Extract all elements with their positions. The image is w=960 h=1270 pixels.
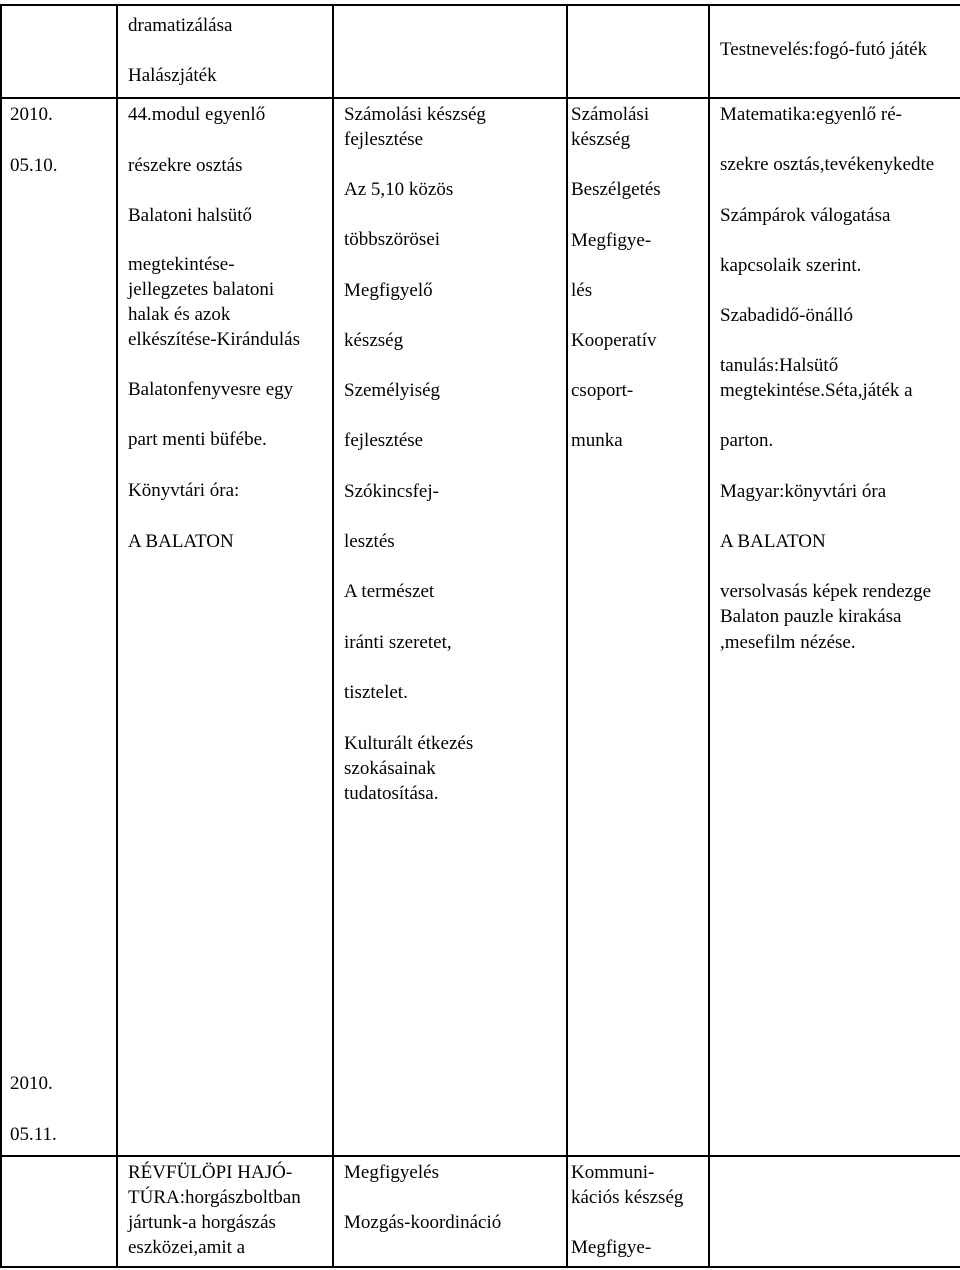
table-vertical-rule xyxy=(116,4,118,1266)
integration-cell-line: A BALATON xyxy=(720,531,826,552)
integration-cell-line: Magyar:könyvtári óra xyxy=(720,481,887,502)
date-cell-line: 2010. xyxy=(10,104,53,125)
skills-cell-line: készség xyxy=(344,330,404,351)
skills-cell-line: Személyiség xyxy=(344,380,441,401)
integration-cell-line: parton. xyxy=(720,430,774,451)
activity-cell-line: halak és azok xyxy=(128,304,231,325)
skills-cell-line: fejlesztése xyxy=(344,430,424,451)
table-horizontal-rule xyxy=(0,4,960,6)
activity-cell-line: RÉVFÜLÖPI HAJÓ- xyxy=(128,1162,293,1183)
date-cell-line: 05.10. xyxy=(10,155,58,176)
integration-cell-line: megtekintése.Séta,játék a xyxy=(720,380,913,401)
methods-cell-line: munka xyxy=(571,430,623,451)
skills-cell-line: Az 5,10 közös xyxy=(344,179,454,200)
skills-cell-line: Számolási készség xyxy=(344,104,486,125)
skills-cell-line: Szókincsfej- xyxy=(344,481,439,502)
skills-cell-line: Megfigyelő xyxy=(344,280,433,301)
table-vertical-rule xyxy=(332,4,334,1266)
table-horizontal-rule xyxy=(0,1155,960,1157)
activity-cell-line: Könyvtári óra: xyxy=(128,480,240,501)
integration-cell-line: Balaton pauzle kirakása xyxy=(720,606,902,627)
activity-cell-line: Balatonfenyvesre egy xyxy=(128,379,294,400)
methods-cell-line: készség xyxy=(571,129,631,150)
activity-cell-line: A BALATON xyxy=(128,531,234,552)
activity-cell-line: 44.modul egyenlő xyxy=(128,104,266,125)
activity-cell-line: jártunk-a horgászás xyxy=(128,1212,276,1233)
skills-cell-line: tisztelet. xyxy=(344,682,408,703)
skills-cell-line: tudatosítása. xyxy=(344,783,439,804)
integration-cell-line: kapcsolaik szerint. xyxy=(720,255,862,276)
activity-cell-line: Balatoni halsütő xyxy=(128,205,253,226)
date-cell-line: 05.11. xyxy=(10,1124,57,1145)
integration-cell-line: szekre osztás,tevékenykedte xyxy=(720,154,935,175)
integration-cell-line: Számpárok válogatása xyxy=(720,205,891,226)
methods-cell-line: Megfigye- xyxy=(571,230,652,251)
integration-cell-line: tanulás:Halsütő xyxy=(720,355,839,376)
skills-cell-line: többszörösei xyxy=(344,229,441,250)
skills-cell-line: Megfigyelés xyxy=(344,1162,439,1183)
activity-cell-line: eszközei,amit a xyxy=(128,1237,246,1258)
activity-cell-line: jellegzetes balatoni xyxy=(128,279,275,300)
skills-cell-line: Mozgás-koordináció xyxy=(344,1212,502,1233)
date-cell-line: 2010. xyxy=(10,1073,53,1094)
methods-cell-line: Kommuni- xyxy=(571,1162,655,1183)
skills-cell-line: Kulturált étkezés xyxy=(344,733,474,754)
methods-cell-line: Számolási xyxy=(571,104,650,125)
table-vertical-rule xyxy=(566,4,568,1266)
activity-cell-line: Halászjáték xyxy=(128,65,217,86)
skills-cell-line: A természet xyxy=(344,581,435,602)
skills-cell-line: lesztés xyxy=(344,531,395,552)
integration-cell-line: versolvasás képek rendezge xyxy=(720,581,932,602)
table-horizontal-rule xyxy=(0,97,960,99)
skills-cell-line: fejlesztése xyxy=(344,129,424,150)
table-horizontal-rule xyxy=(0,1266,960,1268)
integration-cell-line: Testnevelés:fogó-futó játék xyxy=(720,39,928,60)
activity-cell-line: dramatizálása xyxy=(128,15,233,36)
skills-cell-line: iránti szeretet, xyxy=(344,632,452,653)
activity-cell-line: megtekintése- xyxy=(128,254,235,275)
activity-cell-line: elkészítése-Kirándulás xyxy=(128,329,300,350)
activity-cell-line: részekre osztás xyxy=(128,155,243,176)
methods-cell-line: lés xyxy=(571,280,593,301)
activity-cell-line: TÚRA:horgászboltban xyxy=(128,1187,301,1208)
table-vertical-rule xyxy=(708,4,710,1266)
integration-cell-line: ,mesefilm nézése. xyxy=(720,632,856,653)
methods-cell-line: kációs készség xyxy=(571,1187,684,1208)
methods-cell-line: Beszélgetés xyxy=(571,179,661,200)
methods-cell-line: Kooperatív xyxy=(571,330,657,351)
table-vertical-rule xyxy=(0,4,2,1266)
activity-cell-line: part menti büfébe. xyxy=(128,429,267,450)
skills-cell-line: szokásainak xyxy=(344,758,436,779)
methods-cell-line: Megfigye- xyxy=(571,1237,652,1258)
integration-cell-line: Szabadidő-önálló xyxy=(720,305,853,326)
methods-cell-line: csoport- xyxy=(571,380,634,401)
integration-cell-line: Matematika:egyenlő ré- xyxy=(720,104,903,125)
